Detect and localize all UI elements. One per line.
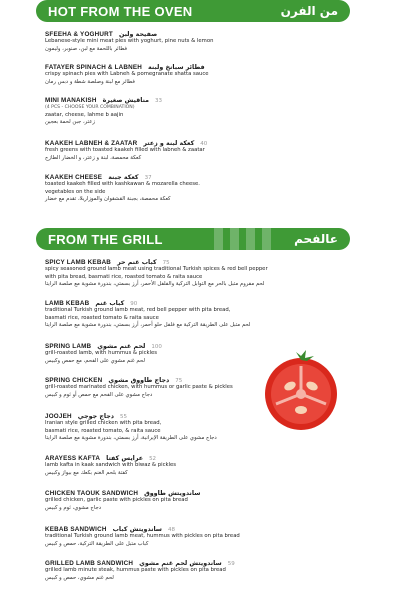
item-description: grill-roasted marinated chicken, with hummus or garlic paste & pickles [45,384,233,390]
item-price: 75 [162,260,170,266]
item-description: grill-roasted lamb, with hummus & pickles [45,350,158,356]
item-name: SFEEHA & YOGHURT [45,31,113,38]
item-description: lamb kafta in kaak sandwich with biwaz & pickles [45,462,177,468]
menu-item [45,31,345,53]
item-description: fresh greens with toasted kaakeh filled with labneh & zaatar [45,147,205,153]
item-price: 59 [227,561,235,567]
item-description-ar: لحم غنم مشوي على الفحم، مع حمص وكبيس [45,357,145,364]
item-name: SPICY LAMB KEBAB [45,259,112,266]
item-description-ar: كعكة محمصة، بجبنة القشقوان والموزاريلا، تقدم مع خضار [45,196,171,203]
item-description-ar: لحم متبل على الطريقة التركية مع فلفل حلو أحمر، أرز بسمتي، بندورة مشوية مع صلصة الرايتا [45,322,251,329]
item-name: KAAKEH LABNEH & ZAATAR [45,140,138,147]
section-title: FROM THE GRILL [48,231,163,247]
section-title-ar: من الفرن [280,4,338,18]
item-name: SPRING LAMB [45,343,92,350]
item-name: JOOJEH [45,413,72,420]
item-name-ar: عرايس كفتا [106,455,144,462]
item-description-ar: زعتر، جبن لحمة بعجين [45,119,95,126]
item-price: 100 [151,344,162,350]
item-name-ar: ساندويتش طاووق [144,490,201,497]
section-title: HOT FROM THE OVEN [48,3,193,19]
section-title-ar: عالفحم [294,232,338,246]
menu-item [45,140,345,162]
item-name: GRILLED LAMB SANDWICH [45,560,134,567]
item-description-ar: دجاج مشوي على الطريقة الإيرانية، أرز بسمتي، بندورة مشوية مع صلصة الرايتا [45,435,217,442]
item-description-ar: كعكة محمصة، لبنة و زعتر، و الخضار الطازج [45,154,142,161]
menu-item [45,455,345,477]
item-description: vegetables on the side [45,188,106,195]
item-price: 40 [200,141,208,147]
menu-item [45,560,345,582]
item-description: Lebanese-style mini meat pies with yoghurt, pine nuts & lemon [45,38,214,44]
menu-item [45,97,345,127]
item-description: grilled lamb minute steak, hummus paste with pickles on pita bread [45,567,226,573]
item-description: toasted kaakeh filled with kashkawan & mozarella cheese. [45,181,200,187]
item-name: MINI MANAKISH [45,97,97,104]
item-name-ar: مناقيش صغيرة [102,97,150,104]
item-description-ar: لحم غنم مشوي، حمص و كبيس [45,574,114,581]
item-description: traditional Turkish ground lamb meat, red bell pepper with pita bread, [45,307,231,313]
item-price: 52 [149,456,157,462]
item-name-ar: ساندويتش لحم غنم مشوي [139,560,222,567]
menu-item [45,526,345,548]
item-name: CHICKEN TAOUK SANDWICH [45,490,139,497]
menu-item [45,490,345,512]
item-price: 33 [155,98,163,104]
item-name: ARAYESS KAFTA [45,455,101,462]
item-name-ar: فطائر سبانخ ولبنة [148,64,205,71]
item-name: SPRING CHICKEN [45,377,103,384]
item-name-ar: كعكة لبنة و زعتر [143,140,195,147]
item-description: with pita bread, basmati rice, roasted tomato & raita sauce [45,273,203,280]
item-name: FATAYER SPINACH & LABNEH [45,64,143,71]
item-price: 48 [168,527,176,533]
item-name: LAMB KEBAB [45,300,90,307]
section-banner-grill [36,228,350,250]
item-description-ar: كفتة بلحم الغنم بكعك مع بيواز وكبيس [45,469,128,476]
item-description: basmati rice, roasted tomato & raita sauce [45,314,159,321]
menu-item [45,64,345,86]
item-name-ar: كباب غنم حر [117,259,157,266]
item-price: 75 [175,378,183,384]
item-description: basmati rice, roasted tomato, & raita sauce [45,427,161,434]
item-name: KAAKEH CHEESE [45,174,103,181]
item-name-ar: ساندويتش كباب [112,526,163,533]
item-name-ar: دجاج طاووق مشوي [108,377,170,384]
item-description: traditional Turkish ground lamb meat, hummus with pickles on pita bread [45,533,240,539]
item-description: grilled chicken, garlic paste with pickles on pita bread [45,497,188,503]
item-price: 90 [130,301,138,307]
tomato-illustration [260,350,342,432]
item-description-ar: دجاج مشوي على الفحم مع حمص أو ثوم و كبيس [45,391,153,398]
grill-stripes-decoration [210,228,280,250]
item-price: 37 [144,175,152,181]
item-description-ar: لحم مفروم متبل بالحر مع التوابل التركية والفلفل الأحمر، أرز بسمتي، بندورة مشوية مع صلصة الرايتا [45,281,265,288]
item-name-ar: كعكة جبنة [108,174,139,181]
menu-item [45,174,345,204]
menu-item [45,300,345,330]
item-name-ar: لحم غنم مشوي [97,343,146,350]
item-description-ar: فطائر مع لبنة وصلصة شطة و دبس رمان [45,78,135,85]
item-subtitle: (4 PCS - CHOOSE YOUR COMBINATION) [45,105,135,110]
item-description-ar: فطائر باللحمة مع لبن، صنوبر، وليمون [45,45,128,52]
item-name-ar: كباب غنم [95,300,125,307]
item-name: KEBAB SANDWICH [45,526,107,533]
item-name-ar: صفيحة ولبن [118,31,158,38]
item-name-ar: دجاج جوجي [77,413,115,420]
item-description: Iranian style grilled chicken with pita bread, [45,420,162,426]
item-description: zaatar, cheese, lahme b aajin [45,111,124,118]
item-description-ar: كباب متبل على الطريقة التركية، حمص و كبيس [45,540,149,547]
item-description: spicy seasoned ground lamb meat using traditional Turkish spices & red bell pepper [45,266,268,272]
item-description: crispy spinach pies with Labneh & pomegranate shatta sauce [45,71,209,77]
section-banner-oven [36,0,350,22]
item-description-ar: دجاج مشوي، ثوم و كبيس [45,504,102,511]
menu-item [45,259,345,289]
item-price: 55 [120,414,128,420]
